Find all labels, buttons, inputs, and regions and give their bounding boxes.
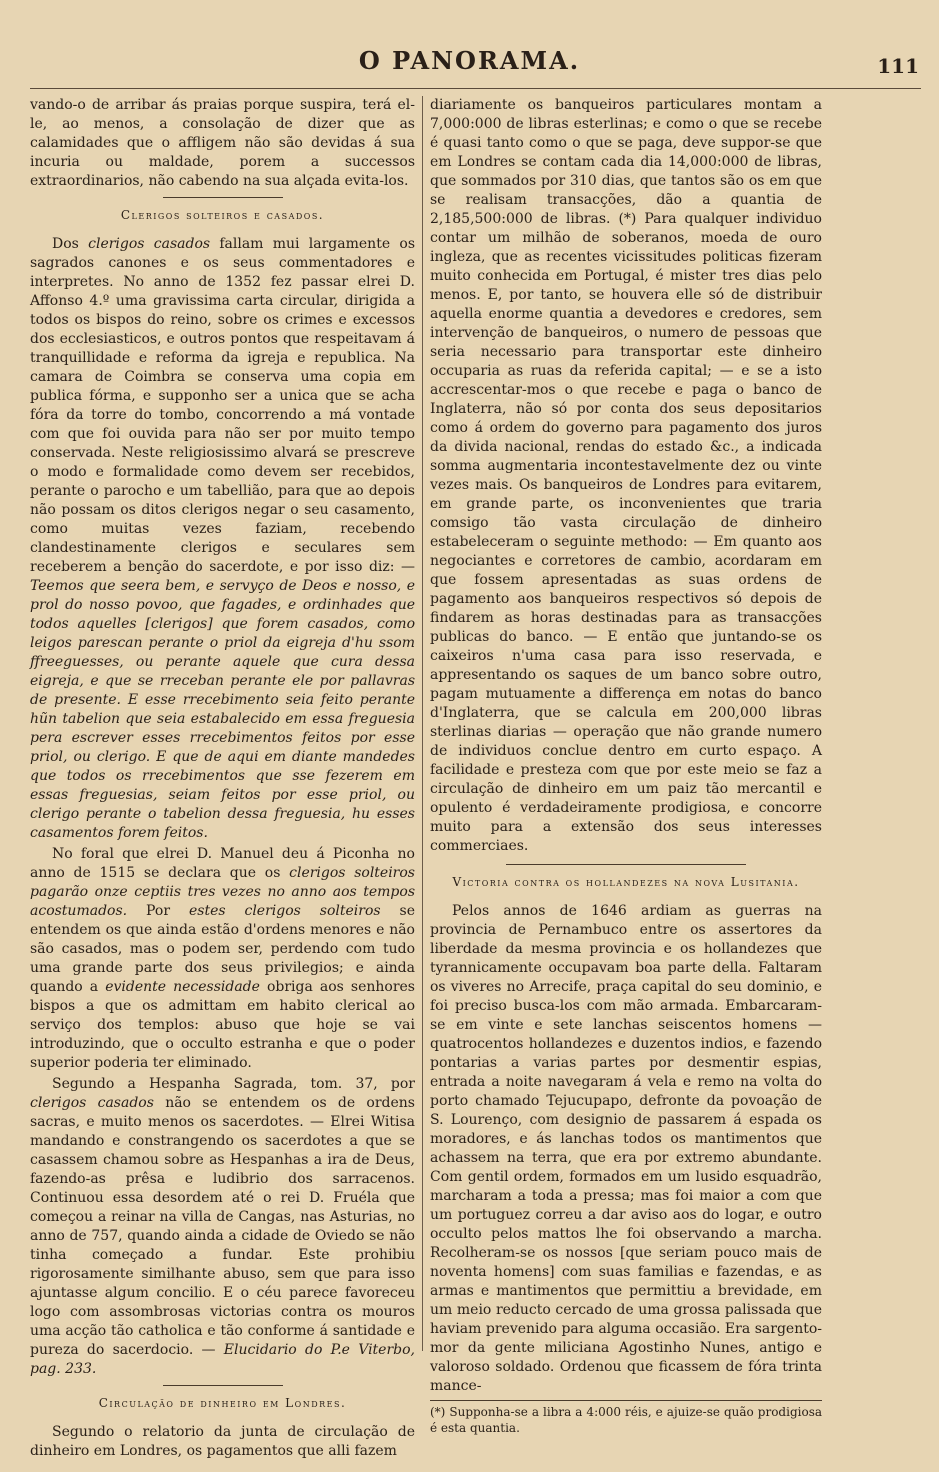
section-rule [506, 864, 746, 865]
paragraph: Segundo a Hespanha Sagrada, tom. 37, por clerigos casados não se entendem os de ordens sacras, e muito menos os sacerdotes. — Elrei Witisa mandando e constrangendo os sacerdotes a que se casassem chamou sobre as Hespanhas a ira de Deus, fazendo-as prêsa e ludibrio dos sarracenos. Continuou essa desordem até o rei D. Fruéla que começou a reinar na villa de Cangas, nas Asturias, no anno de 757, quando ainda a cidade de Oviedo se não tinha começado a fundar. Este prohibiu rigorosamente similhante abuso, sem que para isso ajuntasse algum concilio. E o céu parece favoreceu logo com assombrosas victorias contra os mouros uma acção tão catholica e tão conforme á santidade e pureza do sacerdocio. — Elucidario do P.e Viterbo, pag. 233. [30, 1076, 415, 1377]
column-divider [422, 96, 423, 1351]
citation: Elucidario do P.e Viterbo, pag. 233. [30, 1342, 415, 1377]
paragraph: vando-o de arribar ás praias porque suspira, terá el-le, ao menos, a consolação de dizer que as calamidades que o affligem não são devidas á sua incuria ou maldade, porem a successos extraordinarios, não cabendo na sua alçada evita-los. [30, 97, 415, 189]
journal-title: O PANORAMA. [358, 46, 581, 75]
section-title-circulacao: Circulação de dinheiro em Londres. [98, 1396, 347, 1410]
left-column [30, 96, 415, 1463]
paragraph: Segundo o relatorio da junta de circulação de dinheiro em Londres, os pagamentos que alli fazem [30, 1424, 415, 1459]
paragraph: Dos clerigos casados fallam mui largamente os sagrados canones e os seus commentadores e interpretes. No anno de 1352 fez passar elrei D. Affonso 4.º uma gravissima carta circular, dirigida a todos os bispos do reino, sobre os crimes e excessos dos ecclesiasticos, e outros pontos que respeitavam á tranquillidade e reforma da igreja e republica. Na camara de Coimbra se conserva uma copia em publica fórma, e supponho ser a unica que se acha fóra da torre do tombo, concorrendo a má vontade com que foi ouvida para não ser por muito tempo conservada. Neste religiosissimo alvará se prescreve o modo e formalidade como devem ser recebidos, perante o parocho e um tabellião, para que ao depois não possam os ditos clerigos negar o seu casamento, como muitas vezes faziam, recebendo clandestinamente clerigos e seculares sem receberem a benção do sacerdote, e por isso diz: — Teemos que seera bem, e servyço de Deos e nosso, e prol do nosso povoo, que fagades, e ordinhades que todos aquelles [clerigos] que forem casados, como leigos parescan perante o priol da eigreja d'hu ssom ffreeguesses, ou perante aquele que cura dessa eigreja, e que se rreceban perante ele por pallavras de presente. E esse rrecebimento seia feito perante hũn tabelion que seia estabalecido em essa freguesia pera escrever esses rrecebimentos feitos por esse priol, ou clerigo. E que de aqui em diante mandedes que todos os rrecebimentos que sse fezerem em essas freguesias, seiam feitos por esse priol, ou clerigo perante o tabelion dessa freguesia, hu esses casamentos forem feitos. [30, 236, 415, 841]
footnote-rule [430, 1400, 822, 1401]
page-header [0, 40, 939, 85]
paragraph: No foral que elrei D. Manuel deu á Piconha no anno de 1515 se declara que os clerigos solteiros pagarão onze ceptiis tres vezes no anno aos tempos acostumados. Por estes clerigos solteiros se entendem os que ainda estão d'ordens menores e não são casados, mas o podem ser, perdendo com tudo uma grande parte dos seus privilegios; e ainda quando a evidente necessidade obriga aos senhores bispos a que os admittam em habito clerical ao serviço dos templos: abuso que hoje se vai introduzindo, que o occulto estranha e que o poder superior poderia ter eliminado. [30, 846, 415, 1071]
section-title-clerigos: Clerigos solteiros e casados. [120, 208, 325, 222]
section-rule [163, 1385, 283, 1386]
section-rule [163, 197, 283, 198]
section-title-victoria: Victoria contra os hollandezes na nova Lusitania. [452, 875, 800, 889]
quotation: Teemos que seera bem, e servyço de Deos e nosso, e prol do nosso povoo, que fagades, e ordinhades que todos aquelles [clerigos] que forem casados, como leigos parescan perante o priol da eigreja d'hu ssom ffreeguesses, ou perante aquele que cura dessa eigreja, e que se rreceban perante ele por pallavras de presente. E esse rrecebimento seia feito perante hũn tabelion que seia estabalecido em essa freguesia pera escrever esses rrecebimentos feitos por esse priol, ou clerigo. E que de aqui em diante mandedes que todos os rrecebimentos que sse fezerem em essas freguesias, seiam feitos por esse priol, ou clerigo perante o tabelion dessa freguesia, hu esses casamentos forem feitos. [30, 578, 415, 841]
header-rule [30, 88, 921, 89]
paragraph: diariamente os banqueiros particulares montam a 7,000:000 de libras esterlinas; e como o que se recebe é quasi tanto como o que se paga, deve suppor-se que em Londres se contam cada dia 14,000:000 de libras, que sommados por 310 dias, que tantos são os em que se realisam transacções, dão a quantia de 2,185,500:000 de libras. (*) Para qualquer individuo contar um milhão de soberanos, moeda de ouro ingleza, que as recentes vicissitudes politicas fizeram muito conhecida em Portugal, é mister tres dias pelo menos. E, por tanto, se houvera elle só de distribuir aquella enorme quantia a devedores e credores, sem intervenção de banqueiros, o numero de pessoas que seria necessario para transportar este dinheiro occuparia as ruas da referida capital; — e se a isto accrescentar-mos o que recebe e paga o banco de Inglaterra, não só por conta dos seus depositarios como á ordem do governo para pagamento dos juros da divida nacional, rendas do estado &c., a indicada somma augmentaria incontestavelmente dez ou vinte vezes mais. Os banqueiros de Londres para evitarem, em grande parte, os inconvenientes que traria comsigo tão vasta circulação de dinheiro estabeleceram o seguinte methodo: — Em quanto aos negociantes e corretores de cambio, acordaram em que fossem apresentadas as suas ordens de pagamento aos banqueiros respectivos só depois de findarem as horas destinadas para as transacções publicas do banco. — E então que juntando-se os caixeiros n'uma casa para isso reservada, e appresentando os saques de um banco sobre outro, pagam mutuamente a differença em notas do banco d'Inglaterra, que se calcula em 200,000 libras sterlinas diarias — operação que não grande numero de individuos conclue dentro em curto espaço. A facilidade e presteza com que por este meio se faz a circulação de dinheiro em um paiz tão mercantil e opulento é verdadeiramente prodigiosa, e concorre muito para a extensão dos seus interesses commerciaes. [430, 97, 822, 854]
footnote: (*) Supponha-se a libra a 4:000 réis, e ajuize-se quão prodigiosa é esta quantia. [430, 1405, 822, 1435]
page-number: 111 [877, 54, 919, 78]
paragraph: Pelos annos de 1646 ardiam as guerras na provincia de Pernambuco entre os assertores da liberdade da mesma provincia e os hollandezes que tyrannicamente occupavam boa parte della. Faltaram os viveres no Arrecife, praça capital do seu dominio, e foi preciso busca-los com mão armada. Embarcaram-se em vinte e sete lanchas seiscentos homens — quatrocentos hollandezes e duzentos indios, e fazendo pontarias a varias partes por desmentir espias, entrada a noite navegaram á vela e remo na volta do porto chamado Tejucupapo, defronte da povoação de S. Lourenço, com designio de passarem á espada os moradores, e ás lanchas todos os mantimentos que achassem na terra, que era por extremo abundante. Com gentil ordem, formados em um lusido esquadrão, marcharam a toda a pressa; mas foi maior a com que um portuguez correu a dar aviso aos do logar, e outro occulto pelos mattos lhe foi observando a marcha. Recolheram-se os nossos [que seriam pouco mais de noventa homens] com suas familias e fazendas, e as armas e mantimentos que permittiu a brevidade, em um meio reducto cercado de uma grossa palissada que haviam prevenido para alguma occasião. Era sargento-mor da gente miliciana Agostinho Nunes, antigo e valoroso soldado. Ordenou que ficassem de fóra trinta mance- [430, 903, 822, 1394]
right-column [430, 96, 822, 1438]
